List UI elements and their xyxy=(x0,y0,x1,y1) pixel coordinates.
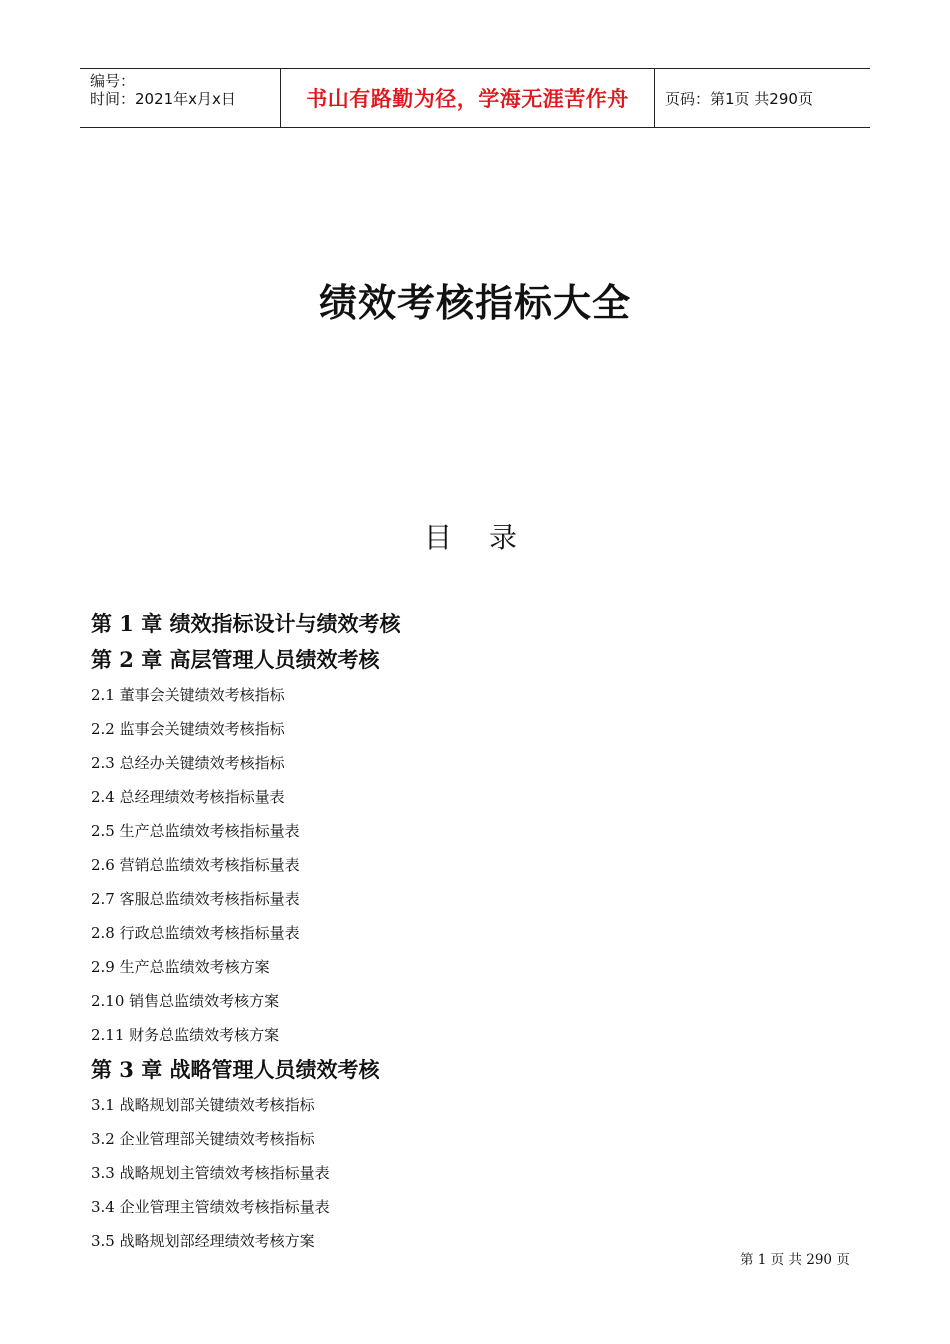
toc-item[interactable]: 3.2 企业管理部关键绩效考核指标 xyxy=(91,1130,315,1148)
toc-item[interactable]: 3.3 战略规划主管绩效考核指标量表 xyxy=(91,1164,330,1182)
header-motto-cell xyxy=(281,69,655,127)
header-left-cell xyxy=(80,69,281,127)
document-title: 绩效考核指标大全 xyxy=(318,281,631,325)
page-info: 页码：第1页 共290页 xyxy=(665,89,813,108)
toc-item[interactable]: 3.4 企业管理主管绩效考核指标量表 xyxy=(91,1198,330,1216)
toc-item[interactable]: 2.11 财务总监绩效考核方案 xyxy=(91,1026,280,1044)
toc-chapter[interactable]: 第 1 章 绩效指标设计与绩效考核 xyxy=(91,611,401,636)
toc-item[interactable]: 2.10 销售总监绩效考核方案 xyxy=(91,992,280,1010)
table-of-contents xyxy=(91,606,851,1258)
page-footer: 第 1 页 共 290 页 xyxy=(740,1252,850,1268)
toc-chapter[interactable]: 第 3 章 战略管理人员绩效考核 xyxy=(91,1057,380,1082)
toc-item[interactable]: 2.4 总经理绩效考核指标量表 xyxy=(91,788,285,806)
toc-item[interactable]: 2.9 生产总监绩效考核方案 xyxy=(91,958,270,976)
toc-item[interactable]: 2.5 生产总监绩效考核指标量表 xyxy=(91,822,300,840)
toc-item[interactable]: 2.7 客服总监绩效考核指标量表 xyxy=(91,890,300,908)
toc-item[interactable]: 2.1 董事会关键绩效考核指标 xyxy=(91,686,285,704)
header-table xyxy=(80,68,870,128)
motto: 书山有路勤为径，学海无涯苦作舟 xyxy=(306,87,629,111)
toc-item[interactable]: 2.6 营销总监绩效考核指标量表 xyxy=(91,856,300,874)
toc-item[interactable]: 2.3 总经办关键绩效考核指标 xyxy=(91,754,285,772)
toc-item[interactable]: 2.8 行政总监绩效考核指标量表 xyxy=(91,924,300,942)
toc-item[interactable]: 3.5 战略规划部经理绩效考核方案 xyxy=(91,1232,315,1250)
header-right-cell xyxy=(655,69,870,127)
toc-item[interactable]: 2.2 监事会关键绩效考核指标 xyxy=(91,720,285,738)
toc-chapter[interactable]: 第 2 章 高层管理人员绩效考核 xyxy=(91,647,380,672)
date-text: 时间：2021年x月x日 xyxy=(90,90,236,108)
code-label: 编号： xyxy=(90,72,136,90)
toc-title: 目 录 xyxy=(424,521,531,554)
toc-item[interactable]: 3.1 战略规划部关键绩效考核指标 xyxy=(91,1096,315,1114)
